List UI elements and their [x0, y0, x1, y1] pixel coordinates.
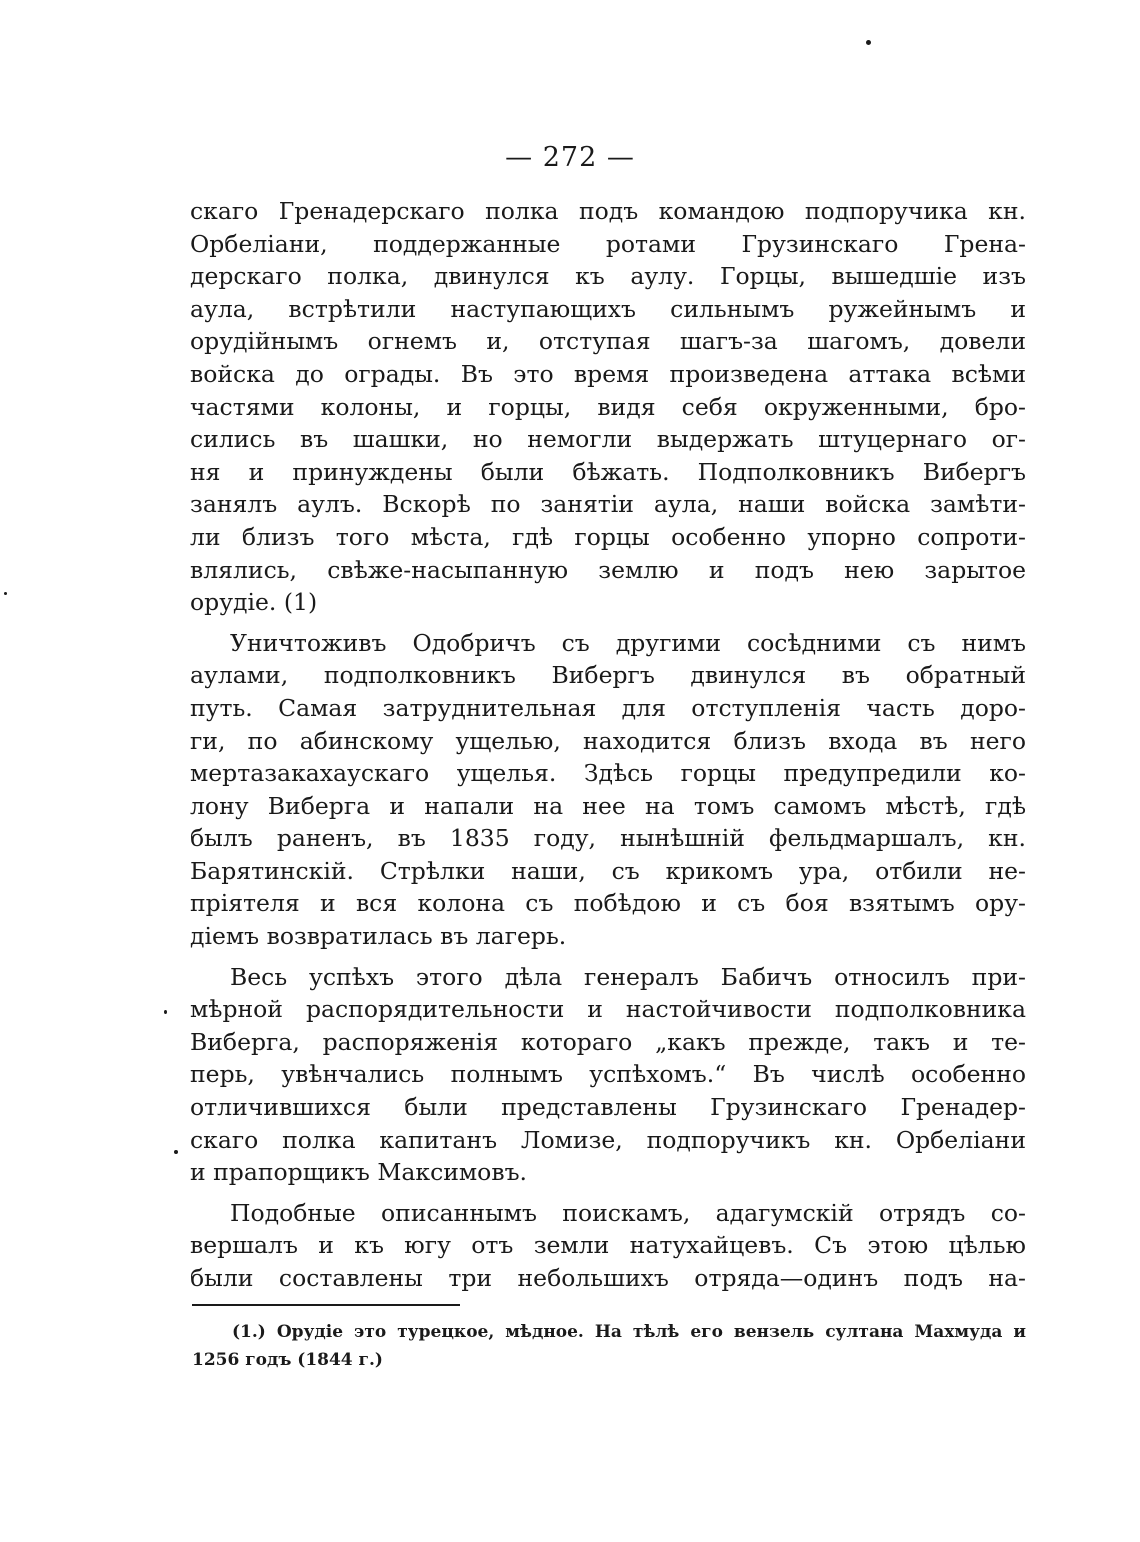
- scan-speck: [4, 592, 7, 595]
- text-line: влялись, свѣже-насыпанную землю и подъ нею зарытое: [190, 555, 1026, 584]
- body-text: [190, 195, 1026, 1295]
- page-number: — 272 —: [505, 142, 635, 173]
- text-line: дерскаго полка, двинулся къ аулу. Горцы, вышедшіе изъ: [190, 262, 1026, 291]
- footnote-line-2: 1256 годъ (1844 г.): [192, 1350, 383, 1370]
- scan-speck: [164, 1010, 167, 1014]
- text-line: отличившихся были представлены Грузинскаго Гренадер-: [190, 1093, 1026, 1122]
- text-line: вершалъ и къ югу отъ земли натухайцевъ. Съ этою цѣлью: [190, 1231, 1026, 1260]
- text-line: былъ раненъ, въ 1835 году, нынѣшній фельдмаршалъ, кн.: [190, 824, 1026, 853]
- text-line: Виберга, распоряженія котораго „какъ прежде, такъ и те-: [190, 1027, 1026, 1056]
- text-line: мертазакахаускаго ущелья. Здѣсь горцы предупредили ко-: [190, 759, 1026, 788]
- scan-speck: [174, 1150, 178, 1154]
- paragraph-gap: [190, 619, 1026, 627]
- text-line: частями колоны, и горцы, видя себя окруженными, бро-: [190, 392, 1026, 421]
- text-line: ня и принуждены были бѣжать. Подполковникъ Вибергъ: [190, 457, 1026, 486]
- text-line: сились въ шашки, но немогли выдержать штуцернаго ог-: [190, 425, 1026, 454]
- text-line: перь, увѣнчались полнымъ успѣхомъ.“ Въ числѣ особенно: [190, 1060, 1026, 1089]
- text-line: Орбеліани, поддержанные ротами Грузинскаго Грена-: [190, 229, 1026, 258]
- text-line: Подобные описаннымъ поискамъ, адагумскій отрядъ со-: [230, 1198, 1026, 1227]
- text-line: Весь успѣхъ этого дѣла генералъ Бабичъ относилъ при-: [230, 962, 1026, 991]
- text-line: скаго полка капитанъ Ломизе, подпоручикъ кн. Орбеліани: [190, 1125, 1026, 1154]
- text-line: лону Виберга и напали на нее на томъ самомъ мѣстѣ, гдѣ: [190, 791, 1026, 820]
- text-line: мѣрной распорядительности и настойчивости подполковника: [190, 995, 1026, 1024]
- footnote-rule: [192, 1304, 460, 1306]
- text-line: ли близъ того мѣста, гдѣ горцы особенно упорно сопроти-: [190, 522, 1026, 551]
- text-line: путь. Самая затруднительная для отступленія часть доро-: [190, 693, 1026, 722]
- text-line: орудійнымъ огнемъ и, отступая шагъ-за шагомъ, довели: [190, 327, 1026, 356]
- paragraph-gap: [190, 1189, 1026, 1197]
- text-line: орудіе. (1): [190, 588, 318, 617]
- text-line: пріятеля и вся колона съ побѣдою и съ боя взятымъ ору-: [190, 889, 1026, 918]
- text-line: скаго Гренадерскаго полка подъ командою подпоручика кн.: [190, 197, 1026, 225]
- text-line: аулами, подполковникъ Вибергъ двинулся въ обратный: [190, 661, 1026, 690]
- text-line: діемъ возвратилась въ лагерь.: [190, 922, 567, 951]
- text-line: Барятинскій. Стрѣлки наши, съ крикомъ ура, отбили не-: [190, 856, 1026, 885]
- text-line: войска до ограды. Въ это время произведена аттака всѣми: [190, 359, 1026, 388]
- text-line: и прапорщикъ Максимовъ.: [190, 1158, 527, 1187]
- text-line: Уничтоживъ Одобричъ съ другими сосѣдними съ нимъ: [230, 628, 1026, 657]
- footnote: [192, 1318, 1026, 1374]
- text-line: занялъ аулъ. Вскорѣ по занятіи аула, наши войска замѣти-: [190, 490, 1026, 519]
- text-line: ги, по абинскому ущелью, находится близъ входа въ него: [190, 726, 1026, 755]
- text-line: были составлены три небольшихъ отряда—одинъ подъ на-: [190, 1264, 1026, 1292]
- footnote-line-1: (1.) Орудіе это турецкое, мѣдное. На тѣлѣ его вензель султана Махмуда и: [232, 1322, 1026, 1342]
- paragraph-gap: [190, 953, 1026, 961]
- text-line: аула, встрѣтили наступающихъ сильнымъ ружейнымъ и: [190, 294, 1026, 323]
- scan-speck: [866, 40, 871, 45]
